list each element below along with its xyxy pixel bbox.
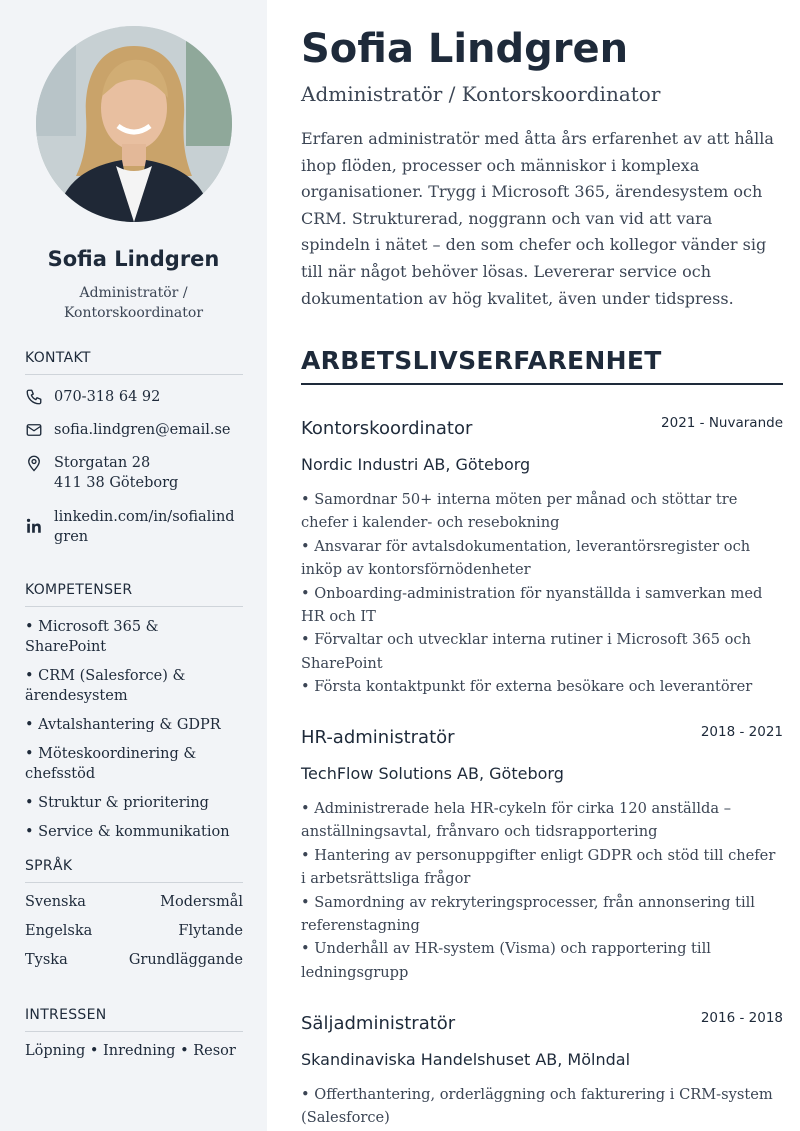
- experience-heading: ARBETSLIVSERFARENHET: [301, 346, 783, 385]
- skill-item: • Avtalshantering & GDPR: [25, 717, 221, 733]
- language-level: Modersmål: [160, 894, 243, 910]
- language-level: Grundläggande: [128, 952, 243, 968]
- contact-email[interactable]: [25, 420, 243, 440]
- job-dates: 2021 - Nuvarande: [661, 415, 783, 431]
- address-city: 411 38 Göteborg: [54, 475, 179, 491]
- job-bullet: • Hantering av personuppgifter enligt GDPR och stöd till chefer i arbetsrättsliga frågor: [301, 846, 776, 888]
- job-company: TechFlow Solutions AB, Göteborg: [301, 764, 564, 783]
- job-bullets: [301, 488, 783, 699]
- language-name: Engelska: [25, 923, 93, 939]
- contact-address: [25, 453, 243, 493]
- skill-item: • Struktur & prioritering: [25, 795, 209, 811]
- mail-icon: [25, 421, 43, 439]
- job-company: Skandinaviska Handelshuset AB, Mölndal: [301, 1050, 631, 1069]
- job-role: Kontorskoordinator: [301, 418, 473, 439]
- language-name: Svenska: [25, 894, 86, 910]
- skill-item: • Möteskoordinering & chefsstöd: [25, 746, 197, 782]
- job-role: Säljadministratör: [301, 1013, 456, 1034]
- job-bullets: [301, 1083, 783, 1130]
- languages-heading: SPRÅK: [25, 858, 243, 883]
- language-level: Flytande: [178, 923, 243, 939]
- skill-item: • Service & kommunikation: [25, 824, 230, 840]
- phone-number: 070-318 64 92: [54, 389, 161, 405]
- skills-heading: KOMPETENSER: [25, 582, 243, 607]
- job-role: HR-administratör: [301, 727, 455, 748]
- sidebar: [0, 0, 267, 1131]
- languages-list: [25, 894, 243, 981]
- page-title: Sofia Lindgren: [301, 26, 629, 72]
- language-row: [25, 952, 243, 981]
- email-address: sofia.lindgren@email.se: [54, 422, 231, 438]
- sidebar-name: Sofia Lindgren: [47, 247, 220, 271]
- portrait-image: [36, 26, 232, 222]
- job-dates: 2018 - 2021: [700, 724, 783, 740]
- interests-text: Löpning • Inredning • Resor: [25, 1043, 236, 1059]
- job-bullet: • Administrerade hela HR-cykeln för cirka 120 anställda – anställningsavtal, frånvaro och tidsrapportering: [301, 800, 732, 841]
- job-bullet: • Onboarding-administration för nyanställda i samverkan med HR och IT: [301, 584, 763, 626]
- linkedin-url: linkedin.com/in/sofialindgren: [54, 509, 235, 545]
- contact-heading: KONTAKT: [25, 350, 243, 375]
- language-row: [25, 894, 243, 923]
- job-bullets: [301, 797, 783, 984]
- language-name: Tyska: [25, 952, 68, 968]
- linkedin-icon: [25, 517, 43, 535]
- contact-linkedin[interactable]: [25, 507, 243, 547]
- skills-list: [25, 617, 243, 851]
- job-bullet: • Ansvarar för avtalsdokumentation, leverantörsregister och inköp av kontorsförnödenheter: [301, 537, 751, 579]
- language-row: [25, 923, 243, 952]
- job-bullet: • Offerthantering, orderläggning och fakturering i CRM-system (Salesforce): [301, 1086, 773, 1127]
- job-bullet: • Förvaltar och utvecklar interna rutiner i Microsoft 365 och SharePoint: [301, 631, 751, 672]
- skill-item: • Microsoft 365 & SharePoint: [25, 619, 159, 655]
- job-bullet: • Samordning av rekryteringsprocesser, från annonsering till referenstagning: [301, 893, 755, 935]
- profile-summary: Erfaren administratör med åtta års erfarenhet av att hålla ihop flöden, processer och människor i komplexa organisationer. Trygg i Microsoft 365, ärendesystem och CRM. Strukturerad, noggrann och van vid att vara spindeln i nätet – den som chefer och kollegor vänder sig till när något behöver lösas. Levererar service och dokumentation av hög kvalitet, även under tidspress.: [301, 129, 774, 308]
- job-bullet: • Underhåll av HR-system (Visma) och rapportering till ledningsgrupp: [301, 940, 711, 981]
- main-job-title: Administratör / Kontorskoordinator: [301, 82, 661, 106]
- contact-phone[interactable]: [25, 387, 243, 407]
- phone-icon: [25, 388, 43, 406]
- job-company: Nordic Industri AB, Göteborg: [301, 455, 531, 474]
- location-pin-icon: [25, 454, 43, 472]
- profile-photo: [36, 26, 232, 222]
- sidebar-job-title: Administratör / Kontorskoordinator: [63, 285, 204, 321]
- skill-item: • CRM (Salesforce) & ärendesystem: [25, 668, 186, 704]
- job-bullet: • Samordnar 50+ interna möten per månad och stöttar tre chefer i kalender- och resebokning: [301, 491, 738, 532]
- interests-heading: INTRESSEN: [25, 1007, 243, 1032]
- job-bullet: • Första kontaktpunkt för externa besökare och leverantörer: [301, 678, 753, 696]
- address-street: Storgatan 28: [54, 455, 151, 471]
- job-dates: 2016 - 2018: [700, 1010, 783, 1026]
